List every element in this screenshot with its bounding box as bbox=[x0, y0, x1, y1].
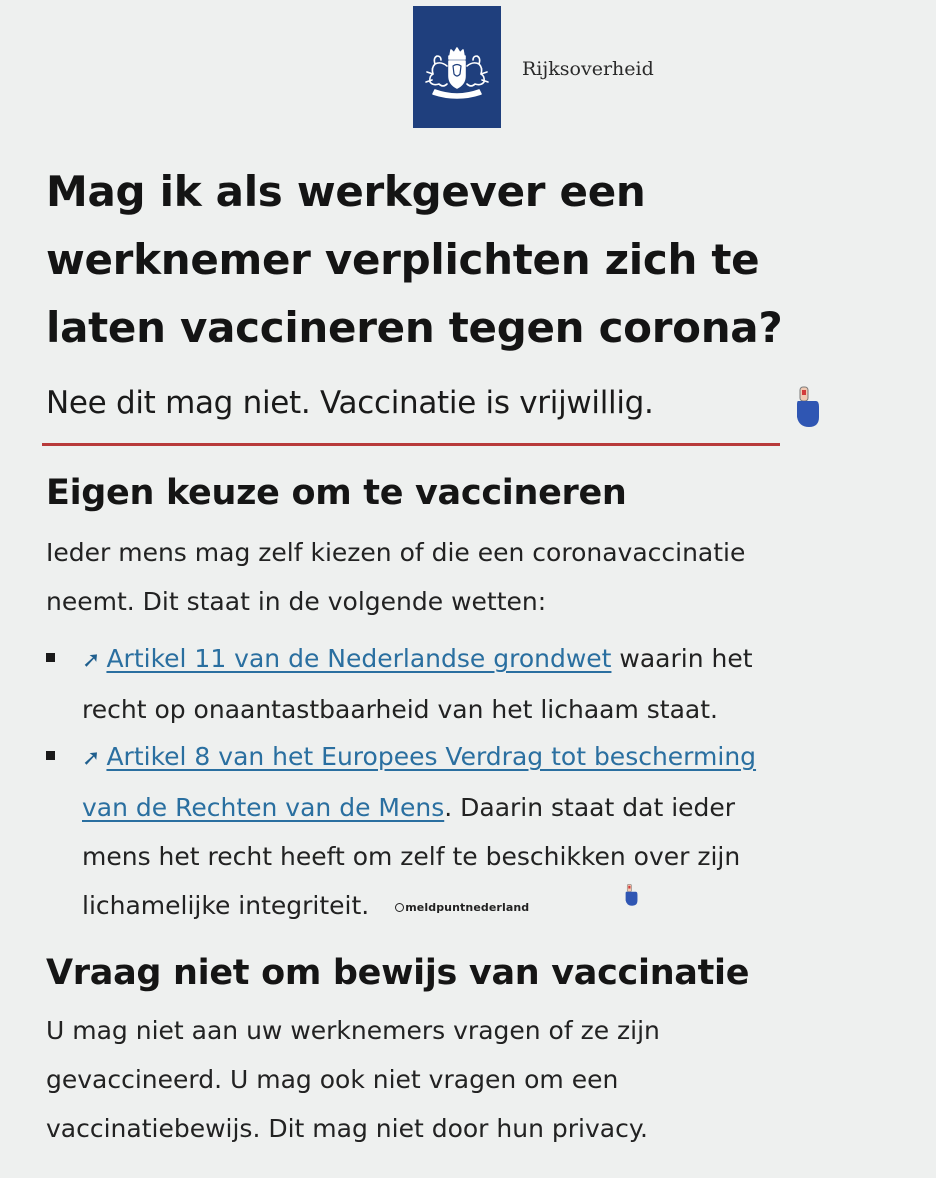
list-item bbox=[82, 732, 892, 932]
answer-underline bbox=[42, 443, 780, 446]
instagram-icon bbox=[395, 903, 404, 912]
link-artikel-8-evrm[interactable]: Artikel 8 van het Europees Verdrag tot bescherming bbox=[106, 742, 757, 771]
answer-text: Nee dit mag niet. Vaccinatie is vrijwillig. bbox=[46, 385, 654, 421]
rijksoverheid-logo[interactable] bbox=[413, 6, 501, 128]
title-line: Mag ik als werkgever een bbox=[46, 167, 646, 216]
section-heading-no-proof: Vraag niet om bewijs van vaccinatie bbox=[46, 953, 750, 993]
paragraph-line: U mag niet aan uw werknemers vragen of ze zijn bbox=[46, 1016, 660, 1045]
paragraph-line: vaccinatiebewijs. Dit mag niet door hun privacy. bbox=[46, 1114, 649, 1143]
watermark bbox=[395, 901, 529, 914]
list-item bbox=[82, 634, 892, 734]
page-title bbox=[46, 158, 906, 362]
bullet-text: waarin het bbox=[611, 644, 753, 673]
external-link-icon: ➚ bbox=[82, 746, 101, 771]
link-artikel-8-evrm-continued[interactable]: van de Rechten van de Mens bbox=[82, 793, 445, 822]
bullet-marker bbox=[46, 653, 55, 662]
title-line: laten vaccineren tegen corona? bbox=[46, 303, 783, 352]
section-heading-own-choice: Eigen keuze om te vaccineren bbox=[46, 473, 627, 513]
bullet-text: mens het recht heeft om zelf te beschikken over zijn bbox=[82, 842, 741, 871]
external-link-icon: ➚ bbox=[82, 648, 101, 673]
link-artikel-11-grondwet[interactable]: Artikel 11 van de Nederlandse grondwet bbox=[106, 644, 612, 673]
paragraph-line: Ieder mens mag zelf kiezen of die een coronavaccinatie bbox=[46, 538, 746, 567]
bullet-text: lichamelijke integriteit. bbox=[82, 891, 370, 920]
paragraph-line: neemt. Dit staat in de volgende wetten: bbox=[46, 587, 547, 616]
section2-paragraph bbox=[46, 1006, 896, 1153]
bullet-marker bbox=[46, 751, 55, 760]
section1-paragraph bbox=[46, 528, 896, 626]
coat-of-arms-icon bbox=[413, 6, 501, 128]
bottom-edge bbox=[0, 1178, 936, 1200]
bullet-text: recht op onaantastbaarheid van het lichaam staat. bbox=[82, 695, 718, 724]
pointing-hand-icon bbox=[794, 385, 820, 429]
paragraph-line: gevaccineerd. U mag ook niet vragen om een bbox=[46, 1065, 619, 1094]
title-line: werknemer verplichten zich te bbox=[46, 235, 760, 284]
watermark-text: meldpuntnederland bbox=[405, 900, 530, 914]
org-name: Rijksoverheid bbox=[522, 58, 654, 80]
pointing-hand-icon bbox=[624, 882, 638, 908]
bullet-text: . Daarin staat dat ieder bbox=[444, 793, 736, 822]
